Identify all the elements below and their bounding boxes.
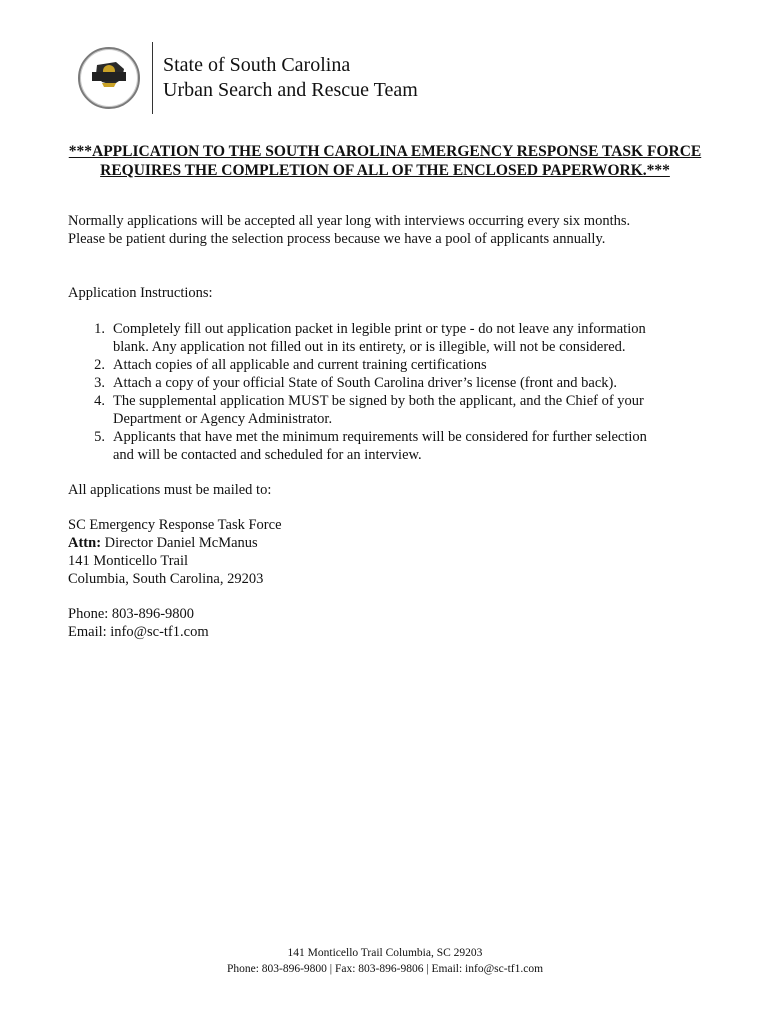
intro-line-2: Please be patient during the selection process because we have a pool of applicants annually. [68,231,606,247]
mailing-address [68,516,282,588]
instructions-list [68,320,708,464]
step-number: 1. [94,321,105,337]
sc-tf1-seal-logo [78,47,140,109]
org-line-team: Urban Search and Rescue Team [163,79,418,101]
step-text [113,374,617,392]
list-item [68,392,708,428]
intro-paragraph [68,212,708,248]
footer-address: 141 Monticello Trail Columbia, SC 29203 [287,947,483,959]
list-item [68,356,708,374]
attn-label: Attn: [68,535,102,551]
step-number: 5. [94,429,105,445]
letterhead [78,42,418,114]
step-number: 3. [94,375,105,391]
step-line: Applicants that have met the minimum requirements will be considered for further selection [113,429,647,445]
page-footer [0,945,770,977]
seal-graphic-icon [80,49,138,107]
contact-info [68,605,209,641]
headline-line-2: REQUIRES THE COMPLETION OF ALL OF THE ENCLOSED PAPERWORK.*** [100,162,670,179]
headline-line-1: ***APPLICATION TO THE SOUTH CAROLINA EMERGENCY RESPONSE TASK FORCE [68,143,702,160]
letterhead-divider [152,42,153,114]
step-line: Completely fill out application packet in legible print or type - do not leave any information [113,321,646,337]
footer-contact: Phone: 803-896-9800 | Fax: 803-896-9806 | Email: info@sc-tf1.com [226,963,544,975]
org-line-state: State of South Carolina [163,54,351,76]
step-text [113,320,646,356]
organization-name [163,53,418,103]
contact-phone: Phone: 803-896-9800 [68,606,195,622]
address-street: 141 Monticello Trail [68,553,189,569]
step-line: The supplemental application MUST be signed by both the applicant, and the Chief of your [113,393,644,409]
mail-heading: All applications must be mailed to: [68,482,272,498]
instructions-heading: Application Instructions: [68,285,213,301]
step-line: Department or Agency Administrator. [113,411,333,427]
step-line: Attach copies of all applicable and current training certifications [113,357,487,373]
step-number: 4. [94,393,105,409]
address-attn [68,534,282,552]
list-item [68,320,708,356]
list-item [68,428,708,464]
step-text [113,356,487,374]
address-city: Columbia, South Carolina, 29203 [68,571,264,587]
step-text [113,392,644,428]
step-line: and will be contacted and scheduled for an interview. [113,447,422,463]
intro-line-1: Normally applications will be accepted all year long with interviews occurring every six months. [68,213,631,229]
contact-email: Email: info@sc-tf1.com [68,624,209,640]
attn-name: Director Daniel McManus [101,535,258,551]
step-number: 2. [94,357,105,373]
step-text [113,428,647,464]
step-line: blank. Any application not filled out in its entirety, or is illegible, will not be considered. [113,339,626,355]
headline-notice [60,142,710,180]
address-org: SC Emergency Response Task Force [68,517,282,533]
list-item [68,374,708,392]
step-line: Attach a copy of your official State of South Carolina driver’s license (front and back). [113,375,617,391]
